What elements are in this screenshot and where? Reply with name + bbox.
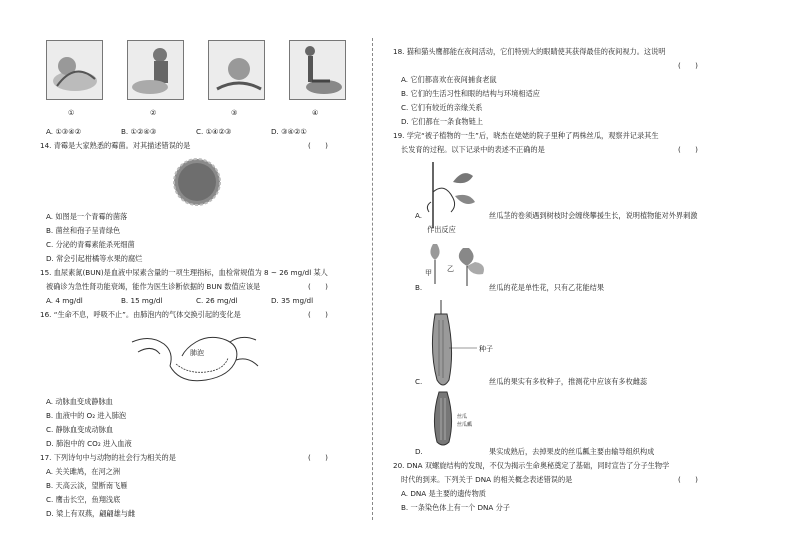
- circled-label-4: ④: [312, 109, 319, 117]
- q16-option-a: A. 动脉血变成静脉血: [46, 397, 113, 406]
- q17-option-a: A. 关关雎鸠，在河之洲: [46, 467, 121, 476]
- q18-option-b: B. 它们的生活习性和眼的结构与环境相适应: [401, 89, 540, 98]
- q16-option-c: C. 静脉血变成动脉血: [46, 425, 114, 434]
- flower-mark-yi: 乙: [447, 265, 454, 273]
- sponge-mark-2: 丝瓜瓤: [457, 422, 473, 428]
- q19-option-c-label: C.: [415, 377, 423, 386]
- q14-stem: 14. 青霉是大家熟悉的霉菌。对其描述错误的是: [40, 141, 191, 150]
- q17-option-d: D. 梁上有双燕，翩翩雄与雌: [46, 509, 136, 518]
- q15-options: [46, 295, 346, 306]
- circled-label-3: ③: [231, 109, 238, 117]
- q14-answer-blank: ( ): [308, 141, 328, 150]
- q14-option-a: A. 如图是一个青霉的菌落: [46, 212, 128, 221]
- q16-stem: 16. “生命不息，呼吸不止”。由肺泡内的气体交换引起的变化是: [40, 310, 241, 319]
- q17-stem: 17. 下列诗句中与动物的社会行为相关的是: [40, 453, 176, 462]
- penicillium-colony-image: [172, 157, 222, 207]
- q18-option-a: A. 它们都喜欢在夜间捕食老鼠: [401, 75, 497, 84]
- q15-option-b: B. 15 mg/dl: [121, 296, 163, 305]
- q19-option-d-label: D.: [415, 447, 423, 456]
- q19-option-d-text: 果实成熟后，去掉果皮的丝瓜瓤主要由输导组织构成: [489, 447, 655, 456]
- q19-answer-blank: ( ): [678, 145, 698, 154]
- column-divider: [372, 38, 373, 520]
- first-aid-image-2: [127, 40, 184, 100]
- q16-answer-blank: ( ): [308, 310, 328, 319]
- circled-label-1: ①: [68, 109, 75, 117]
- q13-option-d: D. ③④②①: [271, 127, 307, 136]
- q15-answer-blank: ( ): [308, 282, 328, 291]
- q15-option-a: A. 4 mg/dl: [46, 296, 83, 305]
- first-aid-image-4: [289, 40, 346, 100]
- q19-option-c-text: 丝瓜的果实有多枚种子，推测花中应该有多枚雌蕊: [489, 377, 648, 386]
- q14-option-c: C. 分泌的青霉素能杀死细菌: [46, 240, 135, 249]
- q15-option-d: D. 35 mg/dl: [271, 296, 314, 305]
- q18-option-c: C. 它们有较近的亲缘关系: [401, 103, 483, 112]
- q15-stem-line1: 15. 血尿素氮(BUN)是血液中尿素含量的一项生理指标，血检常规值为 8 ~ 26 mg/dl 某人: [40, 268, 328, 277]
- q16-option-b: B. 血液中的 O₂ 进入肺泡: [46, 411, 127, 420]
- alveolus-diagram: [130, 326, 260, 388]
- q19-stem-line1: 19. 学完“被子植物的一生”后，晓杰在姥姥的院子里种了两株丝瓜，观察并记录其生: [393, 131, 659, 140]
- q19-option-a-label: A.: [415, 211, 423, 220]
- q18-answer-blank: ( ): [678, 61, 698, 70]
- alveolus-label: 肺泡: [190, 349, 204, 357]
- q17-answer-blank: ( ): [308, 453, 328, 462]
- first-aid-image-1: [46, 40, 103, 100]
- seed-mark: 种子: [479, 345, 493, 353]
- q20-stem-line1: 20. DNA 双螺旋结构的发现，不仅为揭示生命奥秘奠定了基础，同时宣告了分子生物学: [393, 461, 670, 470]
- q19-option-b-text: 丝瓜的花是单性花，只有乙花能结果: [489, 283, 605, 292]
- q14-option-b: B. 菌丝和孢子呈青绿色: [46, 226, 121, 235]
- loofah-tendril-image: [423, 162, 483, 228]
- q13-option-c: C. ①④②③: [196, 127, 232, 136]
- q19-option-a-text-line1: 丝瓜茎的卷须遇到树枝时会缠绕攀援生长，说明植物能对外界刺激: [489, 211, 698, 220]
- q17-option-b: B. 天高云淡，望断南飞雁: [46, 481, 128, 490]
- q17-option-c: C. 鹰击长空，鱼翔浅底: [46, 495, 121, 504]
- q15-stem-line2: 被确诊为急性肾功能衰竭，能作为医生诊断依据的 BUN 数值应该是: [46, 282, 261, 291]
- q20-option-a: A. DNA 是主要的遗传物质: [401, 489, 486, 498]
- circled-label-2: ②: [150, 109, 157, 117]
- q20-option-b: B. 一条染色体上有一个 DNA 分子: [401, 503, 510, 512]
- q15-option-c: C. 26 mg/dl: [196, 296, 238, 305]
- loofah-flowers-image: [423, 238, 493, 288]
- loofah-sponge-image: [427, 390, 507, 448]
- q19-stem-line2: 长发育的过程。以下记录中的表述不正确的是: [401, 145, 545, 154]
- q13-options: [46, 126, 346, 137]
- q18-option-d: D. 它们都在一条食物链上: [401, 117, 483, 126]
- q16-option-d: D. 肺泡中的 CO₂ 进入血液: [46, 439, 132, 448]
- q14-option-d: D. 常会引起柑橘等水果的腐烂: [46, 254, 143, 263]
- q13-option-a: A. ①③④②: [46, 127, 82, 136]
- first-aid-image-3: [208, 40, 265, 100]
- q19-option-b-label: B.: [415, 283, 423, 292]
- q20-stem-line2: 时代的到来。下列关于 DNA 的相关概念表述错误的是: [401, 475, 573, 484]
- loofah-fruit-image: [427, 300, 507, 388]
- q13-option-b: B. ①②④③: [121, 127, 157, 136]
- q18-stem: 18. 猫和猫头鹰都能在夜间活动，它们特别大的眼睛使其获得最佳的夜间视力。这说明: [393, 47, 666, 56]
- sponge-mark-1: 丝瓜: [457, 414, 468, 420]
- q20-answer-blank: ( ): [678, 475, 698, 484]
- flower-mark-jia: 甲: [425, 269, 432, 277]
- q19-option-a-text-line2: 作出反应: [427, 225, 456, 234]
